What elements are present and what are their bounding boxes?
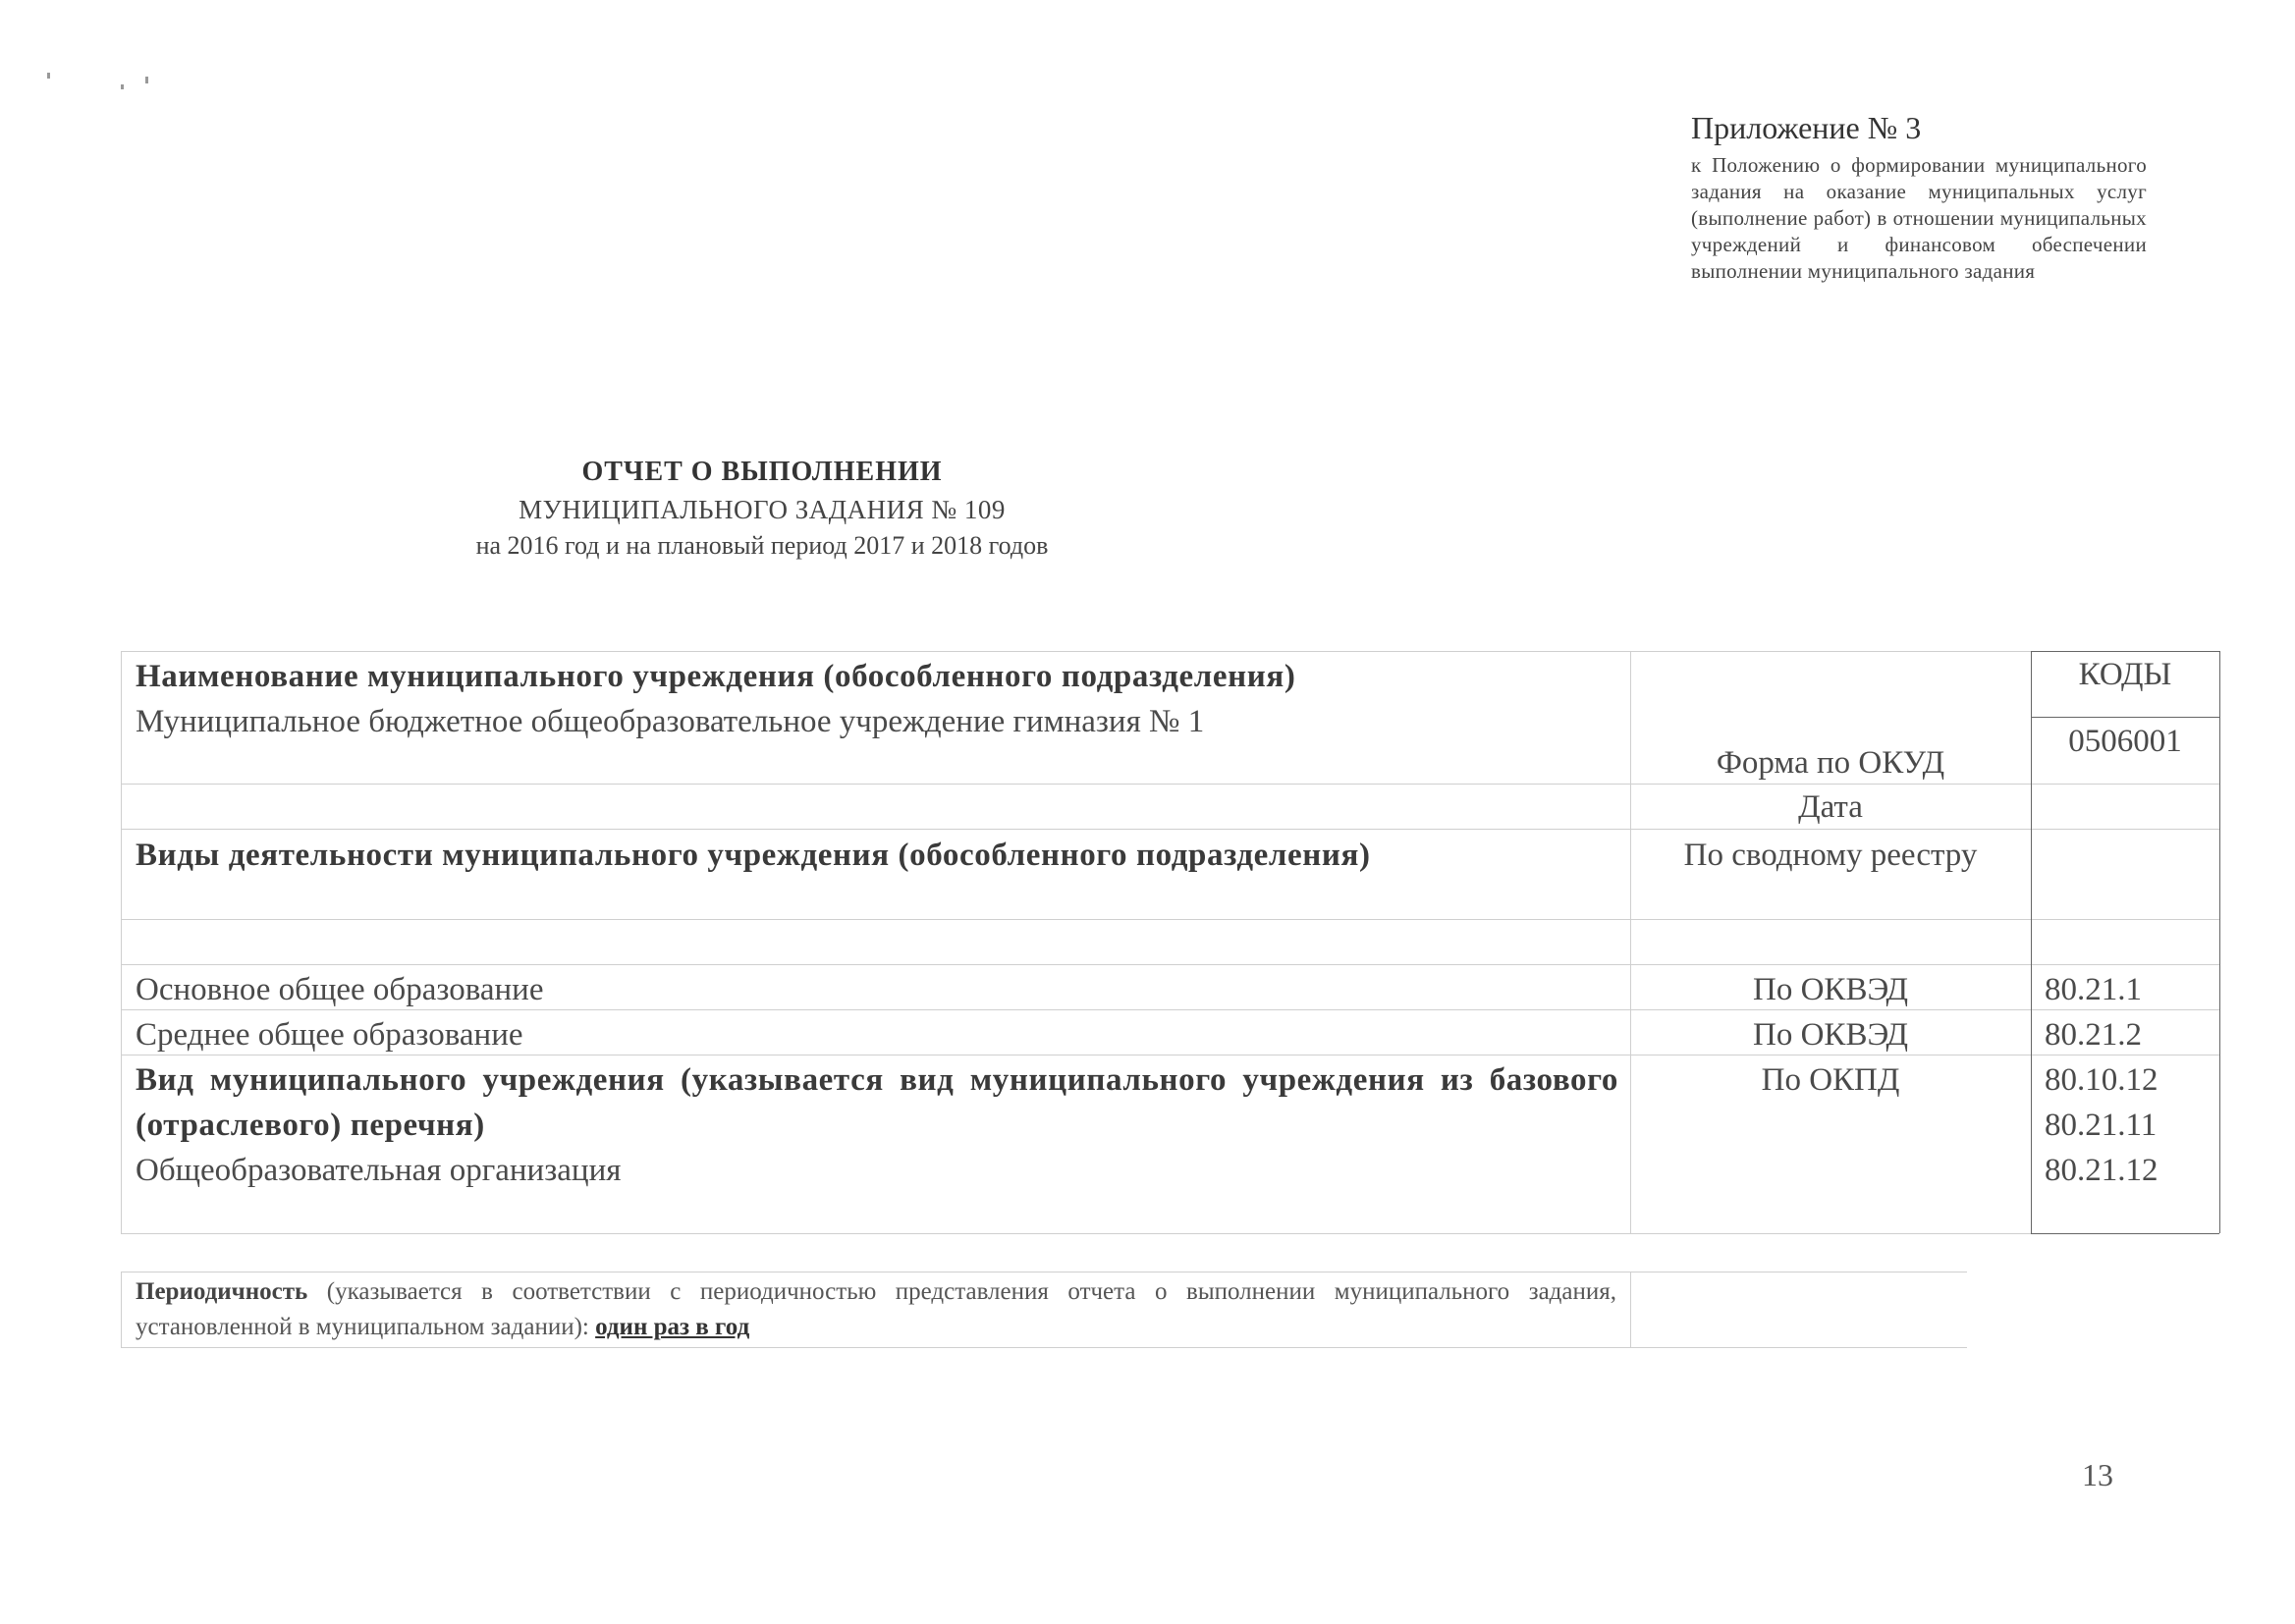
periodicity-border-left — [121, 1272, 122, 1347]
periodicity-text — [136, 1274, 1616, 1345]
table-border-bottom — [121, 1233, 2219, 1234]
table-border-top — [121, 651, 2219, 652]
codes-header-cell — [2031, 652, 2219, 697]
okpd-label: По ОКПД — [1761, 1062, 1900, 1098]
periodicity-description: (указывается в соответствии с периодичностью представления отчета о выполнении муниципального задания, установленной в муниципальном задании): — [136, 1278, 1616, 1340]
report-title-line-3: на 2016 год и на плановый период 2017 и 2018 годов — [475, 531, 1049, 560]
activity-classifier: По ОКВЭД — [1753, 972, 1908, 1007]
periodicity-divider — [1630, 1272, 1631, 1347]
activity-classifier: По ОКВЭД — [1753, 1017, 1908, 1053]
table-border-left — [121, 651, 122, 1233]
institution-label: Наименование муниципального учреждения (обособленного подразделения) — [136, 659, 1296, 694]
activity-name: Основное общее образование — [136, 972, 544, 1007]
appendix-text: к Положению о формировании муниципального задания на оказание муниципальных услуг (выполнение работ) в отношении муниципальных учреждений и финансовом обеспечении выполнении муниципального задания — [1691, 153, 2147, 283]
page-number: 13 — [2082, 1457, 2113, 1492]
date-label: Дата — [1798, 789, 1863, 825]
table-row-divider — [121, 964, 2219, 965]
periodicity-value: один раз в год — [595, 1314, 750, 1340]
activity-code: 80.21.1 — [2045, 972, 2142, 1007]
table-row-divider — [121, 919, 2219, 920]
codes-box-divider — [2031, 717, 2219, 718]
registry-label: По сводному реестру — [1683, 838, 1978, 873]
institution-name: Муниципальное бюджетное общеобразовательное учреждение гимназия № 1 — [136, 704, 1205, 739]
appendix-title: Приложение № 3 — [1691, 110, 1922, 145]
institution-type-value: Общеобразовательная организация — [136, 1153, 622, 1188]
report-title — [0, 454, 1524, 564]
okud-code: 0506001 — [2068, 724, 2182, 759]
report-title-line-2: МУНИЦИПАЛЬНОГО ЗАДАНИЯ № 109 — [519, 495, 1006, 524]
activities-label: Виды деятельности муниципального учреждения (обособленного подразделения) — [136, 838, 1371, 873]
report-title-line-1: ОТЧЕТ О ВЫПОЛНЕНИИ — [581, 457, 943, 487]
scan-speck — [47, 73, 50, 79]
okpd-code: 80.21.12 — [2045, 1153, 2158, 1188]
activity-name: Среднее общее образование — [136, 1017, 523, 1053]
table-column-divider — [1630, 651, 1631, 1233]
scan-speck — [145, 77, 148, 83]
codes-box-bottom — [2031, 1233, 2219, 1234]
appendix-block — [1691, 110, 2147, 285]
institution-type-label: Вид муниципального учреждения (указывается вид муниципального учреждения из базового (отраслевого) перечня) — [136, 1062, 1618, 1143]
periodicity-label: Периодичность — [136, 1278, 308, 1305]
periodicity-border-bottom — [121, 1347, 1967, 1348]
activity-code: 80.21.2 — [2045, 1017, 2142, 1053]
okpd-code: 80.10.12 — [2045, 1062, 2158, 1098]
scan-speck — [121, 84, 124, 89]
codes-header: КОДЫ — [2078, 657, 2172, 692]
okud-label: Форма по ОКУД — [1716, 745, 1945, 781]
table-border-right — [2219, 651, 2220, 1233]
okpd-code: 80.21.11 — [2045, 1108, 2158, 1143]
